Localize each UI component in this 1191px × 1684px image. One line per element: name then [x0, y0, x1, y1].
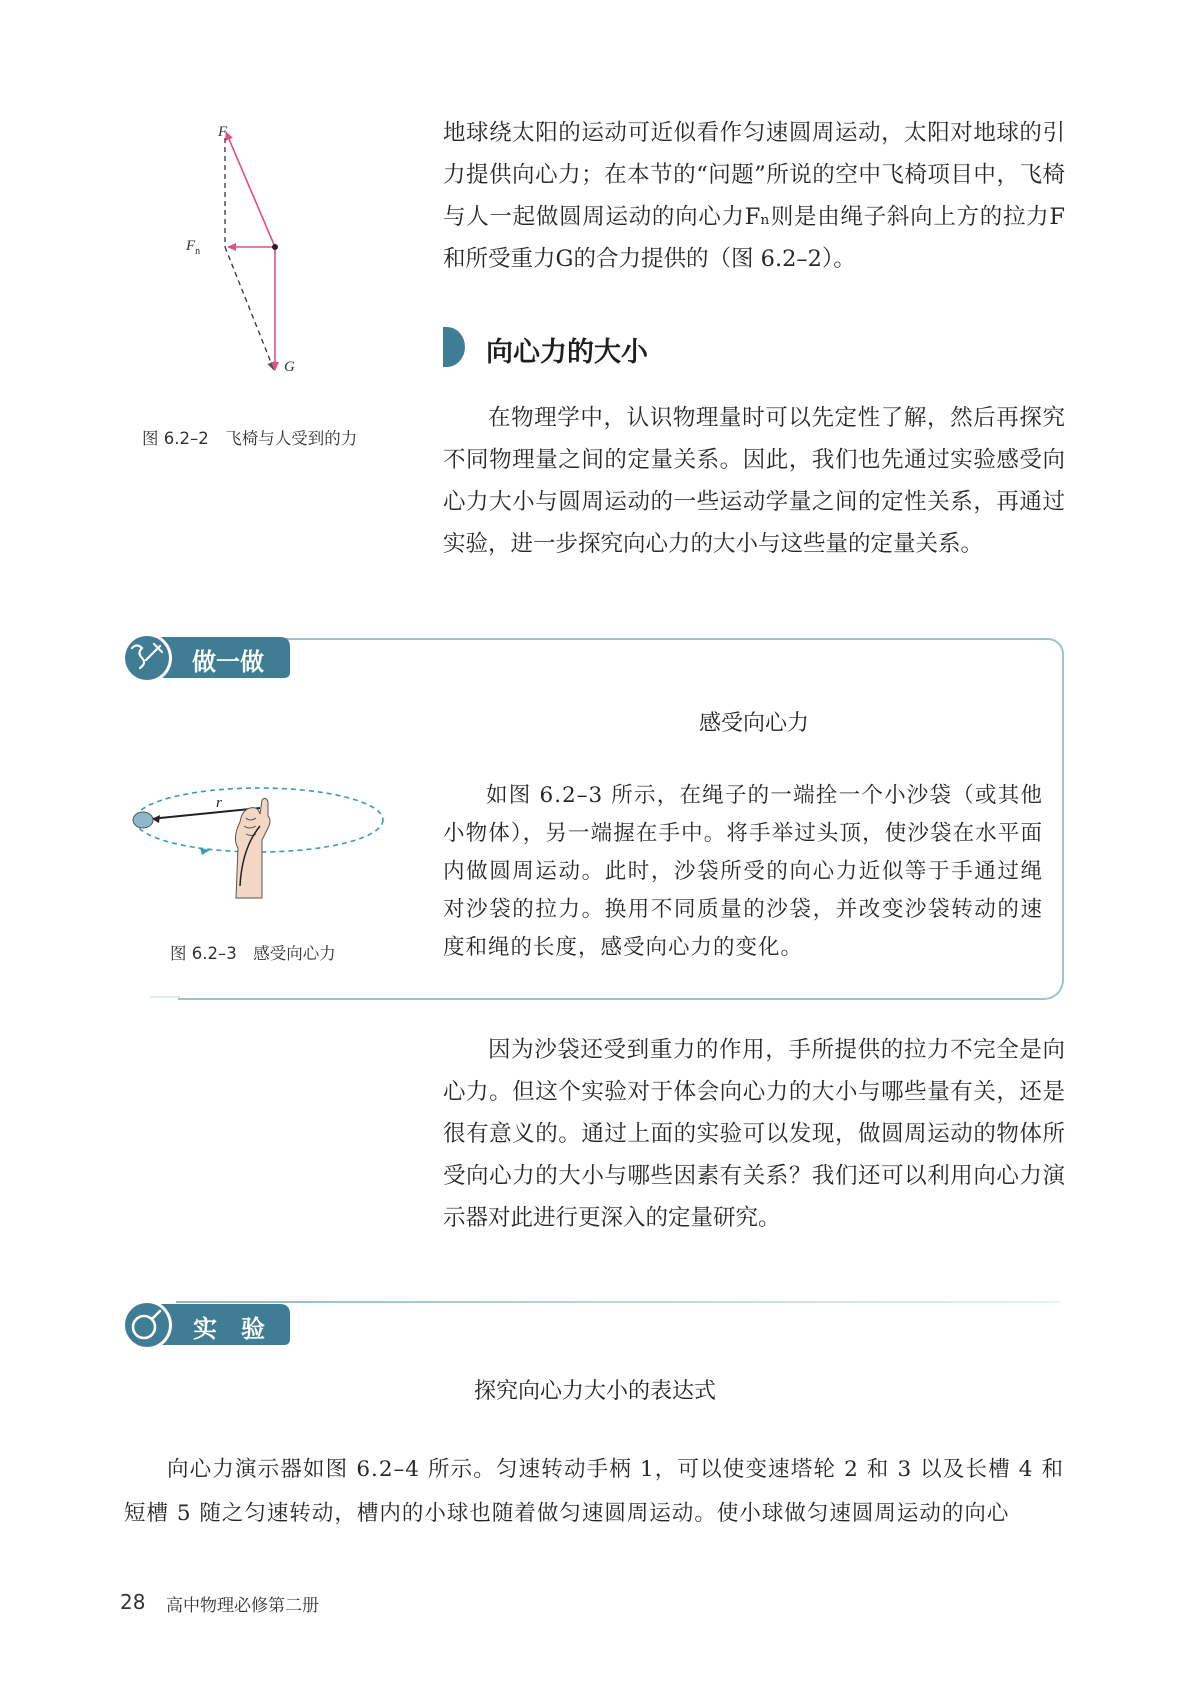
- figure-caption-6-2-2: 图 6.2–2 飞椅与人受到的力: [142, 429, 358, 448]
- spinning-sandbag-illustration: [128, 782, 390, 922]
- label-G: G: [284, 359, 295, 375]
- experiment-divider: [176, 1301, 1060, 1303]
- experiment-body: 向心力演示器如图 6.2–4 所示。匀速转动手柄 1，可以使变速塔轮 2 和 3 以及长槽 4 和短槽 5 随之匀速转动，槽内的小球也随着做匀速圆周运动。使小球做匀速圆周运动的向心: [124, 1457, 1064, 1526]
- activity-title: 感受向心力: [698, 711, 809, 736]
- after-activity-paragraph: 因为沙袋还受到重力的作用，手所提供的拉力不完全是向心力。但这个实验对于体会向心力的大小与哪些量有关，还是很有意义的。通过上面的实验可以发现，做圆周运动的物体所受向心力的大小与哪些因素有关系？我们还可以利用向心力演示器对此进行更深入的定量研究。: [443, 1037, 1065, 1231]
- activity-box-bottom-fade: [150, 996, 180, 998]
- dashed-diagonal-line: [225, 247, 274, 370]
- label-r: r: [216, 795, 222, 811]
- experiment-title: 探究向心力大小的表达式: [473, 1379, 716, 1404]
- section-paragraph: 在物理学中，认识物理量时可以先定性了解，然后再探究不同物理量之间的定量关系。因此，我们也先通过实验感受向心力大小与圆周运动的一些运动学量之间的定性关系，再通过实验，进一步探究向心力的大小与这些量的定量关系。: [443, 405, 1065, 557]
- label-F: F: [218, 124, 228, 140]
- intro-paragraph: 地球绕太阳的运动可近似看作匀速圆周运动，太阳对地球的引力提供向心力；在本节的“问题”所说的空中飞椅项目中，飞椅与人一起做圆周运动的向心力Fₙ则是由绳子斜向上方的拉力F和所受重力G的合力提供的（图 6.2–2）。: [443, 120, 1065, 272]
- sandbag: [133, 812, 153, 828]
- activity-badge-label: 做一做: [192, 648, 264, 676]
- section-marker-icon: [443, 327, 465, 367]
- experiment-badge-label: 实 验: [193, 1315, 265, 1343]
- section-title: 向心力的大小: [486, 337, 648, 368]
- page-number: 28: [120, 1590, 146, 1614]
- book-title: 高中物理必修第二册: [166, 1596, 319, 1616]
- tension-force-arrow: [226, 132, 275, 247]
- figure-caption-6-2-3: 图 6.2–3 感受向心力: [170, 944, 336, 963]
- label-Fn: $F_n$: [186, 238, 201, 257]
- activity-body: 如图 6.2–3 所示，在绳子的一端拴一个小沙袋（或其他小物体），另一端握在手中。将手举过头顶，使沙袋在水平面内做圆周运动。此时，沙袋所受的向心力近似等于手通过绳对沙袋的拉力。换用不同质量的沙袋，并改变沙袋转动的速度和绳的长度，感受向心力的变化。: [443, 783, 1043, 960]
- mass-point: [272, 244, 278, 250]
- force-diagram: [180, 120, 320, 405]
